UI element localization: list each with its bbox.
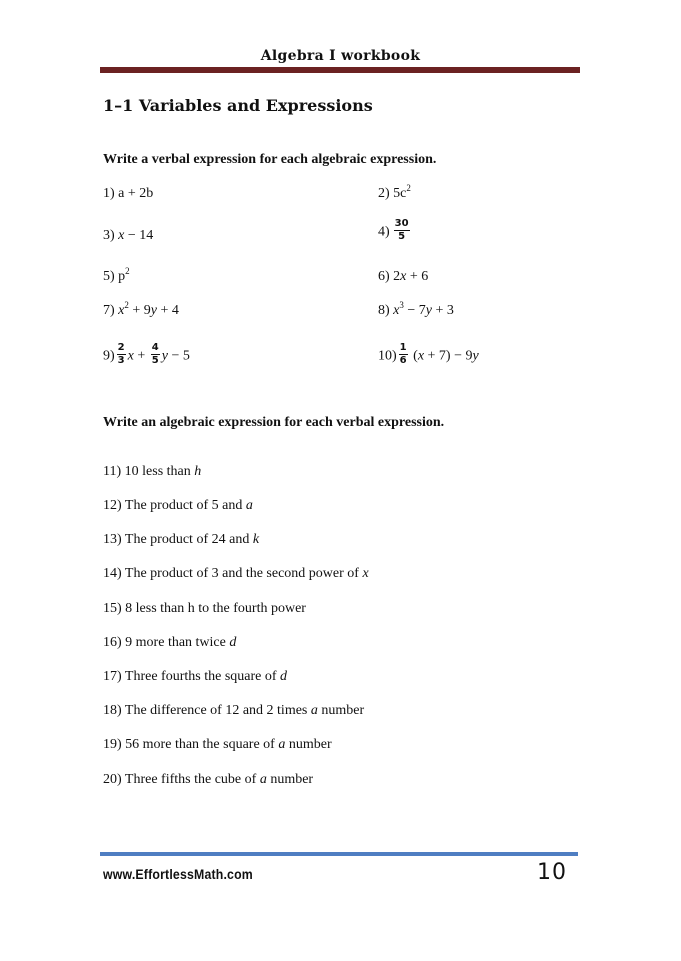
problem-number: 2) bbox=[378, 186, 390, 201]
problem-text: The product of 3 and the second power of bbox=[121, 566, 363, 581]
problem-14 bbox=[103, 565, 369, 583]
problem-number: 11) bbox=[103, 464, 122, 479]
problem-9 bbox=[103, 344, 190, 369]
problem-number: 9) bbox=[103, 348, 115, 364]
variable: a bbox=[259, 772, 267, 787]
problem-2 bbox=[378, 185, 411, 203]
problem-10 bbox=[378, 344, 479, 369]
problem-number: 12) bbox=[103, 498, 122, 513]
problem-19 bbox=[103, 736, 332, 754]
problem-number: 10) bbox=[378, 348, 397, 364]
problem-number: 14) bbox=[103, 566, 122, 581]
fraction bbox=[394, 218, 410, 243]
expression: + 7) − 9 bbox=[424, 348, 473, 364]
problem-number: 4) bbox=[378, 224, 390, 240]
expression: p bbox=[118, 269, 126, 284]
expression: − 14 bbox=[124, 228, 154, 243]
denominator: 5 bbox=[398, 231, 406, 242]
fraction bbox=[117, 342, 126, 367]
problem-number: 6) bbox=[378, 269, 390, 284]
problem-1 bbox=[103, 185, 153, 203]
problem-number: 17) bbox=[103, 669, 122, 684]
problem-13 bbox=[103, 531, 259, 549]
problem-6 bbox=[378, 268, 428, 286]
numerator: 2 bbox=[117, 342, 125, 353]
problem-text: The difference of 12 and 2 times bbox=[121, 703, 311, 718]
variable: y bbox=[150, 303, 158, 318]
expression: + bbox=[133, 348, 149, 364]
problem-number: 8) bbox=[378, 303, 390, 318]
variable: k bbox=[252, 532, 260, 547]
numerator: 1 bbox=[399, 342, 407, 353]
variable: a bbox=[245, 498, 253, 513]
expression: + 4 bbox=[157, 303, 179, 318]
variable: h bbox=[194, 464, 202, 479]
variable: a bbox=[278, 737, 286, 752]
problem-number: 5) bbox=[103, 269, 115, 284]
header-title: Algebra I workbook bbox=[260, 48, 421, 64]
problem-text: Three fifths the cube of bbox=[121, 772, 260, 787]
instruction-verbal: Write a verbal expression for each algebraic expression. bbox=[103, 152, 437, 167]
fraction bbox=[151, 342, 160, 367]
problem-5 bbox=[103, 268, 130, 286]
variable: y bbox=[425, 303, 433, 318]
problem-text: 9 more than twice bbox=[121, 635, 230, 650]
problem-text: number bbox=[317, 703, 365, 718]
exponent: 2 bbox=[124, 300, 129, 310]
problem-15 bbox=[103, 600, 306, 618]
problem-4 bbox=[378, 220, 412, 245]
problem-text: 10 less than bbox=[121, 464, 195, 479]
expression: ( bbox=[409, 348, 418, 364]
denominator: 6 bbox=[399, 355, 407, 366]
problem-16 bbox=[103, 634, 236, 652]
problem-number: 15) bbox=[103, 601, 122, 616]
problem-number: 20) bbox=[103, 772, 122, 787]
expression: + 6 bbox=[406, 269, 429, 284]
problem-number: 3) bbox=[103, 228, 115, 243]
expression: − 7 bbox=[403, 303, 426, 318]
variable: x bbox=[393, 303, 400, 318]
fraction bbox=[399, 342, 408, 367]
expression: 2 bbox=[393, 269, 401, 284]
variable: x bbox=[118, 228, 125, 243]
section-title: 1–1 Variables and Expressions bbox=[103, 96, 373, 115]
expression: + 3 bbox=[432, 303, 454, 318]
problem-11 bbox=[103, 463, 201, 481]
instruction-algebraic: Write an algebraic expression for each verbal expression. bbox=[103, 415, 445, 430]
problem-7 bbox=[103, 302, 179, 320]
variable: x bbox=[362, 566, 369, 581]
problem-text: number bbox=[285, 737, 332, 752]
expression: 5c bbox=[393, 186, 407, 201]
footer-rule bbox=[100, 852, 578, 856]
problem-number: 7) bbox=[103, 303, 115, 318]
denominator: 5 bbox=[151, 355, 159, 366]
variable: a bbox=[310, 703, 318, 718]
problem-17 bbox=[103, 668, 287, 686]
page-number: 10 bbox=[537, 860, 567, 885]
expression: a + 2b bbox=[118, 186, 154, 201]
problem-text: Three fourths the square of bbox=[121, 669, 281, 684]
problem-12 bbox=[103, 497, 253, 515]
expression: + 9 bbox=[128, 303, 151, 318]
problem-number: 18) bbox=[103, 703, 122, 718]
expression: − 5 bbox=[167, 348, 190, 364]
denominator: 3 bbox=[117, 355, 125, 366]
problem-text: 56 more than the square of bbox=[121, 737, 279, 752]
problem-text: number bbox=[266, 772, 314, 787]
problem-text: 8 less than h to the fourth power bbox=[121, 601, 306, 616]
numerator: 30 bbox=[394, 218, 409, 229]
variable: x bbox=[417, 348, 425, 364]
variable: d bbox=[280, 669, 288, 684]
footer-site: www.EffortlessMath.com bbox=[103, 866, 253, 882]
variable: x bbox=[118, 303, 125, 318]
problem-8 bbox=[378, 302, 454, 320]
numerator: 4 bbox=[151, 342, 159, 353]
variable: y bbox=[161, 348, 168, 364]
problem-text: The product of 24 and bbox=[121, 532, 253, 547]
problem-number: 19) bbox=[103, 737, 122, 752]
variable: x bbox=[127, 348, 134, 364]
exponent: 2 bbox=[125, 266, 130, 276]
exponent: 2 bbox=[406, 183, 411, 193]
header-rule bbox=[100, 67, 580, 73]
variable: x bbox=[400, 269, 407, 284]
problem-number: 16) bbox=[103, 635, 122, 650]
variable: d bbox=[229, 635, 237, 650]
problem-number: 13) bbox=[103, 532, 122, 547]
problem-18 bbox=[103, 702, 364, 720]
problem-3 bbox=[103, 227, 153, 245]
problem-number: 1) bbox=[103, 186, 115, 201]
problem-text: The product of 5 and bbox=[121, 498, 246, 513]
problem-20 bbox=[103, 771, 313, 789]
exponent: 3 bbox=[399, 300, 404, 310]
variable: y bbox=[472, 348, 479, 364]
